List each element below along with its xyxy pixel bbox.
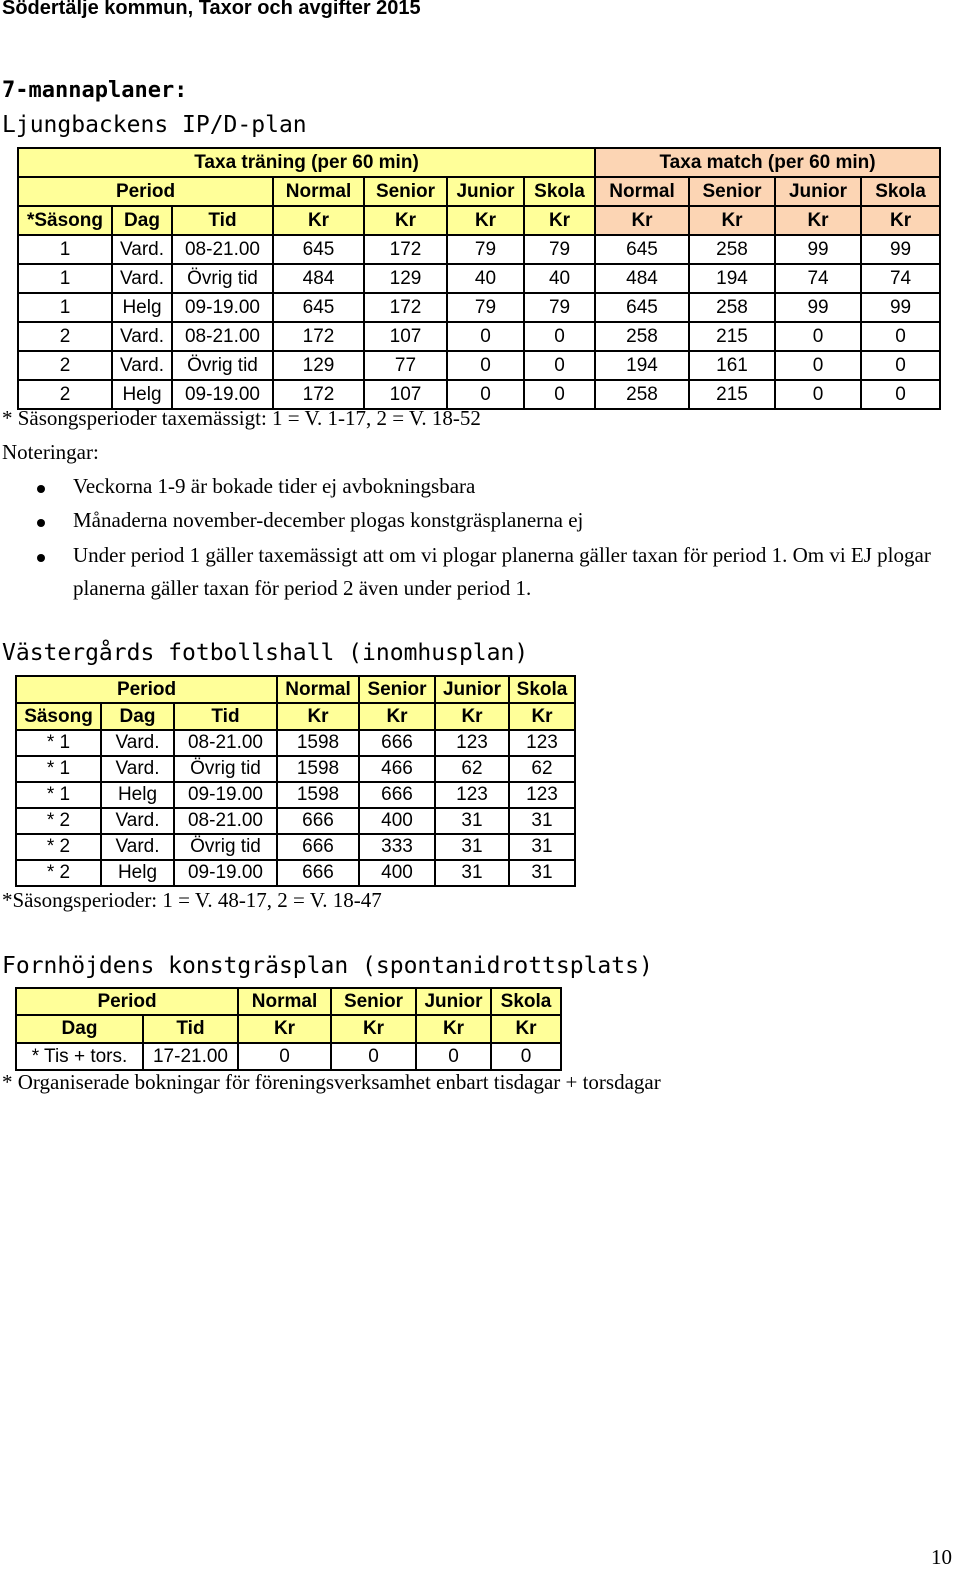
table-cell: * 1 <box>16 756 101 782</box>
table-cell: 79 <box>524 235 595 264</box>
table-cell: 2 <box>18 380 112 409</box>
table-row <box>18 235 940 264</box>
table-cell: 09-19.00 <box>174 860 277 886</box>
table-cell: 161 <box>689 351 775 380</box>
note-text: Veckorna 1-9 är bokade tider ej avbokningsbara <box>73 474 476 498</box>
bullet-icon <box>37 519 47 529</box>
table-cell: 400 <box>359 860 435 886</box>
table-cell: 194 <box>595 351 689 380</box>
table-cell: 62 <box>509 756 575 782</box>
table-cell: 172 <box>273 380 364 409</box>
table-cell: 107 <box>364 322 447 351</box>
column-header: Kr <box>331 1015 416 1043</box>
table-cell: 31 <box>435 808 509 834</box>
table-header-row <box>16 703 575 730</box>
table-cell: 1 <box>18 235 112 264</box>
table-cell: Vard. <box>101 808 174 834</box>
table-cell: 31 <box>509 860 575 886</box>
table-cell: 123 <box>509 730 575 756</box>
column-header: Dag <box>16 1015 143 1043</box>
table-cell: 31 <box>509 808 575 834</box>
table-header-row <box>18 148 940 177</box>
table-cell: Övrig tid <box>174 834 277 860</box>
column-header: Kr <box>689 206 775 235</box>
season-footnote: *Säsongsperioder: 1 = V. 48-17, 2 = V. 18-47 <box>2 888 382 912</box>
table-cell: 123 <box>509 782 575 808</box>
table-row <box>16 834 575 860</box>
table-cell: 484 <box>273 264 364 293</box>
column-header: Kr <box>595 206 689 235</box>
table-cell: 31 <box>435 834 509 860</box>
category-header: Senior <box>331 988 416 1015</box>
period-header: Period <box>16 676 277 703</box>
table-cell: 258 <box>689 293 775 322</box>
table-cell: 0 <box>861 322 940 351</box>
table-cell: 09-19.00 <box>172 293 273 322</box>
column-header: Dag <box>112 206 172 235</box>
table-cell: Vard. <box>112 264 172 293</box>
table-cell: 40 <box>447 264 524 293</box>
table-header-row <box>16 1015 561 1043</box>
table-cell: 1 <box>18 264 112 293</box>
table-cell: Övrig tid <box>172 351 273 380</box>
table-cell: 31 <box>509 834 575 860</box>
category-header: Skola <box>861 177 940 206</box>
table-header-row <box>18 177 940 206</box>
table-cell: * 2 <box>16 808 101 834</box>
table-cell: 77 <box>364 351 447 380</box>
column-header: Kr <box>238 1015 331 1043</box>
table-cell: 645 <box>273 235 364 264</box>
table-cell: Vard. <box>101 756 174 782</box>
category-header: Skola <box>509 676 575 703</box>
table-cell: 0 <box>331 1043 416 1070</box>
table-cell: 172 <box>273 322 364 351</box>
column-header: Kr <box>364 206 447 235</box>
table-cell: 0 <box>775 322 861 351</box>
table-cell: 1 <box>18 293 112 322</box>
table-cell: 1598 <box>277 782 359 808</box>
table-cell: 0 <box>524 322 595 351</box>
table-cell: 79 <box>447 293 524 322</box>
column-header: Kr <box>435 703 509 730</box>
table-cell: 0 <box>416 1043 491 1070</box>
season-footnote: * Säsongsperioder taxemässigt: 1 = V. 1-17, 2 = V. 18-52 <box>2 406 481 430</box>
table-cell: 258 <box>595 380 689 409</box>
table-row <box>18 380 940 409</box>
fornhojden-table <box>15 987 562 1071</box>
table-cell: Helg <box>112 380 172 409</box>
table-cell: 0 <box>447 351 524 380</box>
column-header: Säsong <box>16 703 101 730</box>
vastergard-title: Västergårds fotbollshall (inomhusplan) <box>2 640 529 666</box>
table-cell: 0 <box>775 380 861 409</box>
column-header: Kr <box>491 1015 561 1043</box>
table-row <box>16 782 575 808</box>
table-cell: 08-21.00 <box>174 730 277 756</box>
table-cell: 08-21.00 <box>172 322 273 351</box>
table-cell: 400 <box>359 808 435 834</box>
vastergard-table <box>15 675 576 887</box>
table-row <box>16 860 575 886</box>
table-cell: * Tis + tors. <box>16 1043 143 1070</box>
training-group-header: Taxa träning (per 60 min) <box>18 148 595 177</box>
column-header: Tid <box>172 206 273 235</box>
note-text: Månaderna november-december plogas konstgräsplanerna ej <box>73 508 584 532</box>
table-cell: 08-21.00 <box>174 808 277 834</box>
table-cell: 79 <box>447 235 524 264</box>
table-cell: 0 <box>861 380 940 409</box>
column-header: Kr <box>524 206 595 235</box>
table-cell: 0 <box>524 380 595 409</box>
category-header: Normal <box>238 988 331 1015</box>
table-cell: 129 <box>364 264 447 293</box>
table-cell: Övrig tid <box>172 264 273 293</box>
column-header: *Säsong <box>18 206 112 235</box>
column-header: Dag <box>101 703 174 730</box>
table-cell: 62 <box>435 756 509 782</box>
table-cell: 666 <box>277 808 359 834</box>
table-cell: 17-21.00 <box>143 1043 238 1070</box>
table-cell: 172 <box>364 235 447 264</box>
table-cell: 99 <box>861 235 940 264</box>
table-cell: * 2 <box>16 860 101 886</box>
table-cell: Vard. <box>101 730 174 756</box>
category-header: Normal <box>273 177 364 206</box>
column-header: Kr <box>416 1015 491 1043</box>
table-cell: 74 <box>861 264 940 293</box>
note-text: Under period 1 gäller taxemässigt att om vi plogar planerna gäller taxan för period 1. Om vi EJ plogar planerna gäller taxan för period 2 även under period 1. <box>73 543 931 600</box>
ljungbacken-table <box>17 147 941 410</box>
table-row <box>18 322 940 351</box>
table-cell: * 2 <box>16 834 101 860</box>
table-cell: 09-19.00 <box>172 380 273 409</box>
table-cell: 466 <box>359 756 435 782</box>
table-cell: 99 <box>861 293 940 322</box>
column-header: Tid <box>143 1015 238 1043</box>
table-cell: 484 <box>595 264 689 293</box>
table-cell: 31 <box>435 860 509 886</box>
period-header: Period <box>16 988 238 1015</box>
table-cell: 0 <box>861 351 940 380</box>
table-cell: 215 <box>689 322 775 351</box>
table-cell: 09-19.00 <box>174 782 277 808</box>
table-cell: 645 <box>273 293 364 322</box>
table-row <box>18 293 940 322</box>
table-cell: 123 <box>435 782 509 808</box>
table-cell: Vard. <box>112 351 172 380</box>
table-cell: 258 <box>689 235 775 264</box>
table-cell: 0 <box>238 1043 331 1070</box>
category-header: Junior <box>447 177 524 206</box>
period-header: Period <box>18 177 273 206</box>
table-header-row <box>16 988 561 1015</box>
category-header: Normal <box>277 676 359 703</box>
column-header: Kr <box>277 703 359 730</box>
table-cell: 258 <box>595 322 689 351</box>
ljungbacken-title: Ljungbackens IP/D-plan <box>2 112 307 138</box>
category-header: Senior <box>689 177 775 206</box>
table-cell: 0 <box>524 351 595 380</box>
table-cell: Vard. <box>101 834 174 860</box>
table-cell: 107 <box>364 380 447 409</box>
table-cell: 666 <box>277 834 359 860</box>
document-header: Södertälje kommun, Taxor och avgifter 2015 <box>2 0 421 19</box>
notes-title: Noteringar: <box>2 440 99 464</box>
table-cell: 645 <box>595 293 689 322</box>
category-header: Senior <box>359 676 435 703</box>
table-cell: 0 <box>491 1043 561 1070</box>
table-cell: 129 <box>273 351 364 380</box>
table-cell: 666 <box>359 730 435 756</box>
category-header: Senior <box>364 177 447 206</box>
table-cell: 40 <box>524 264 595 293</box>
table-header-row <box>16 676 575 703</box>
table-cell: 08-21.00 <box>172 235 273 264</box>
section-heading-7-mannaplaner: 7-mannaplaner: <box>2 78 188 103</box>
table-row <box>16 1043 561 1070</box>
table-cell: 666 <box>359 782 435 808</box>
table-cell: Vard. <box>112 235 172 264</box>
column-header: Kr <box>447 206 524 235</box>
match-group-header: Taxa match (per 60 min) <box>595 148 940 177</box>
table-row <box>16 756 575 782</box>
table-cell: 1598 <box>277 756 359 782</box>
table-cell: Övrig tid <box>174 756 277 782</box>
category-header: Junior <box>416 988 491 1015</box>
table-cell: 99 <box>775 235 861 264</box>
page-number: 10 <box>931 1545 952 1569</box>
table-cell: 0 <box>447 322 524 351</box>
column-header: Kr <box>861 206 940 235</box>
table-cell: Helg <box>112 293 172 322</box>
table-cell: 123 <box>435 730 509 756</box>
table-cell: 666 <box>277 860 359 886</box>
table-header-row <box>18 206 940 235</box>
table-cell: 215 <box>689 380 775 409</box>
table-cell: 2 <box>18 351 112 380</box>
table-cell: 194 <box>689 264 775 293</box>
table-row <box>16 808 575 834</box>
table-cell: 1598 <box>277 730 359 756</box>
column-header: Kr <box>775 206 861 235</box>
table-cell: 79 <box>524 293 595 322</box>
category-header: Junior <box>775 177 861 206</box>
table-cell: 74 <box>775 264 861 293</box>
table-cell: 99 <box>775 293 861 322</box>
category-header: Skola <box>491 988 561 1015</box>
table-cell: Helg <box>101 860 174 886</box>
table-row <box>18 264 940 293</box>
table-cell: 333 <box>359 834 435 860</box>
column-header: Tid <box>174 703 277 730</box>
bullet-icon <box>37 554 47 564</box>
table-cell: 2 <box>18 322 112 351</box>
table-row <box>18 351 940 380</box>
category-header: Junior <box>435 676 509 703</box>
table-cell: 0 <box>775 351 861 380</box>
column-header: Kr <box>359 703 435 730</box>
table-cell: 172 <box>364 293 447 322</box>
bullet-icon <box>37 485 47 495</box>
column-header: Kr <box>509 703 575 730</box>
table-cell: * 1 <box>16 782 101 808</box>
category-header: Skola <box>524 177 595 206</box>
table-cell: * 1 <box>16 730 101 756</box>
fornhojden-title: Fornhöjdens konstgräsplan (spontanidrottsplats) <box>2 953 653 979</box>
booking-footnote: * Organiserade bokningar för föreningsverksamhet enbart tisdagar + torsdagar <box>2 1070 661 1094</box>
table-row <box>16 730 575 756</box>
table-cell: 645 <box>595 235 689 264</box>
column-header: Kr <box>273 206 364 235</box>
table-cell: Helg <box>101 782 174 808</box>
table-cell: 0 <box>447 380 524 409</box>
table-cell: Vard. <box>112 322 172 351</box>
category-header: Normal <box>595 177 689 206</box>
